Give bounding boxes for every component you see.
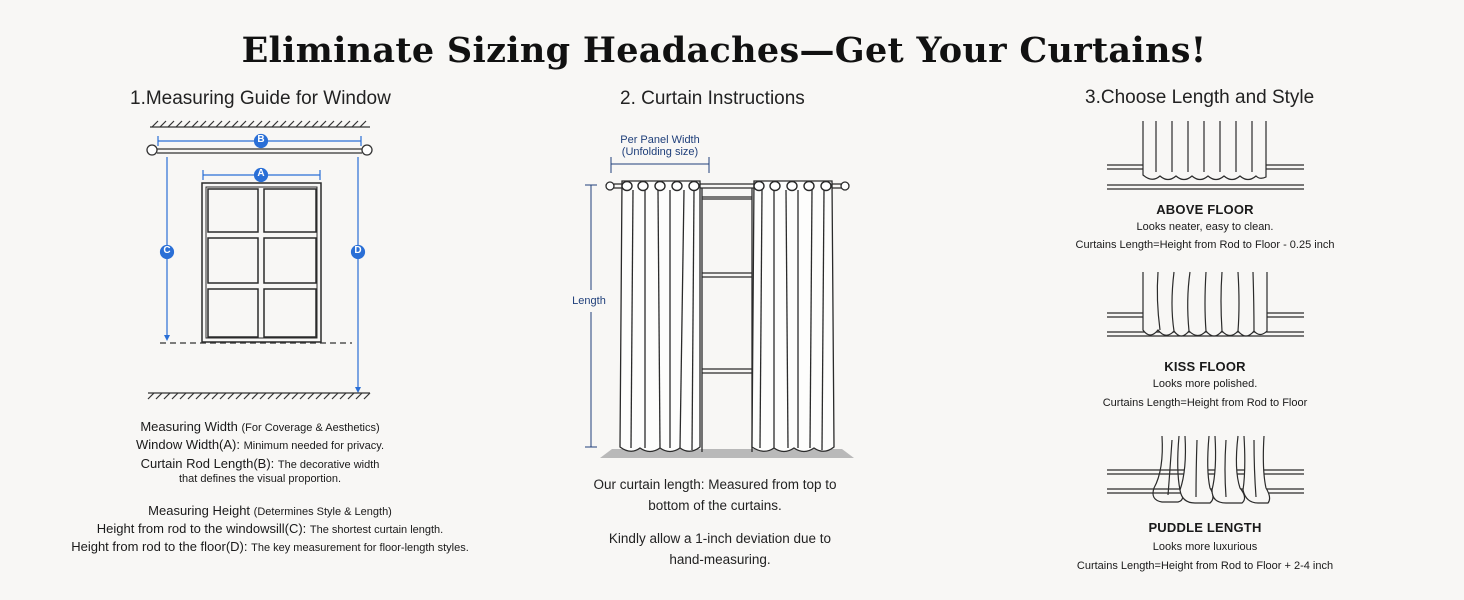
panel-width-label: Per Panel Width (Unfolding size): [620, 134, 700, 158]
kiss-floor-illustration: [1107, 272, 1304, 336]
window-width-line: Window Width(A): Minimum needed for privacy.: [135, 437, 385, 452]
puddle-length-illustration: [1107, 436, 1304, 503]
style-formula-kiss-floor: Curtains Length=Height from Rod to Floor: [1102, 397, 1308, 409]
label-d: D: [354, 245, 362, 256]
style-formula-above-floor: Curtains Length=Height from Rod to Floor - 0.25 inch: [1075, 239, 1335, 251]
section-1-heading: 1.Measuring Guide for Window: [130, 88, 391, 109]
height-heading: Measuring Height (Determines Style & Length): [148, 503, 392, 518]
deviation-note: Kindly allow a 1-inch deviation due to hand-measuring.: [608, 531, 832, 567]
style-desc-kiss-floor: Looks more polished.: [1152, 378, 1258, 390]
rod-length-desc2: that defines the visual proportion.: [178, 473, 342, 485]
width-heading: Measuring Width (For Coverage & Aesthetics): [140, 419, 380, 434]
sill-line: Height from rod to the windowsill(C): The shortest curtain length.: [96, 521, 444, 536]
page-title: Eliminate Sizing Headaches—Get Your Curtains!: [241, 30, 1207, 71]
rod-length-line: Curtain Rod Length(B): The decorative width: [140, 456, 380, 471]
section-2-heading: 2. Curtain Instructions: [620, 88, 805, 109]
style-formula-puddle-length: Curtains Length=Height from Rod to Floor + 2-4 inch: [1076, 560, 1334, 572]
label-b: B: [257, 134, 265, 145]
style-name-puddle-length: PUDDLE LENGTH: [1148, 520, 1262, 535]
style-name-above-floor: ABOVE FLOOR: [1156, 202, 1254, 217]
label-c: C: [163, 245, 171, 256]
style-desc-puddle-length: Looks more luxurious: [1152, 541, 1258, 553]
above-floor-illustration: [1107, 121, 1304, 189]
length-label: Length: [572, 295, 606, 307]
floor-line: Height from rod to the floor(D): The key measurement for floor-length styles.: [71, 539, 469, 554]
section-3-heading: 3.Choose Length and Style: [1085, 87, 1315, 108]
style-desc-above-floor: Looks neater, easy to clean.: [1136, 221, 1274, 233]
label-a: A: [257, 168, 265, 179]
style-name-kiss-floor: KISS FLOOR: [1164, 359, 1246, 374]
length-note: Our curtain length: Measured from top to bottom of the curtains.: [593, 477, 837, 513]
